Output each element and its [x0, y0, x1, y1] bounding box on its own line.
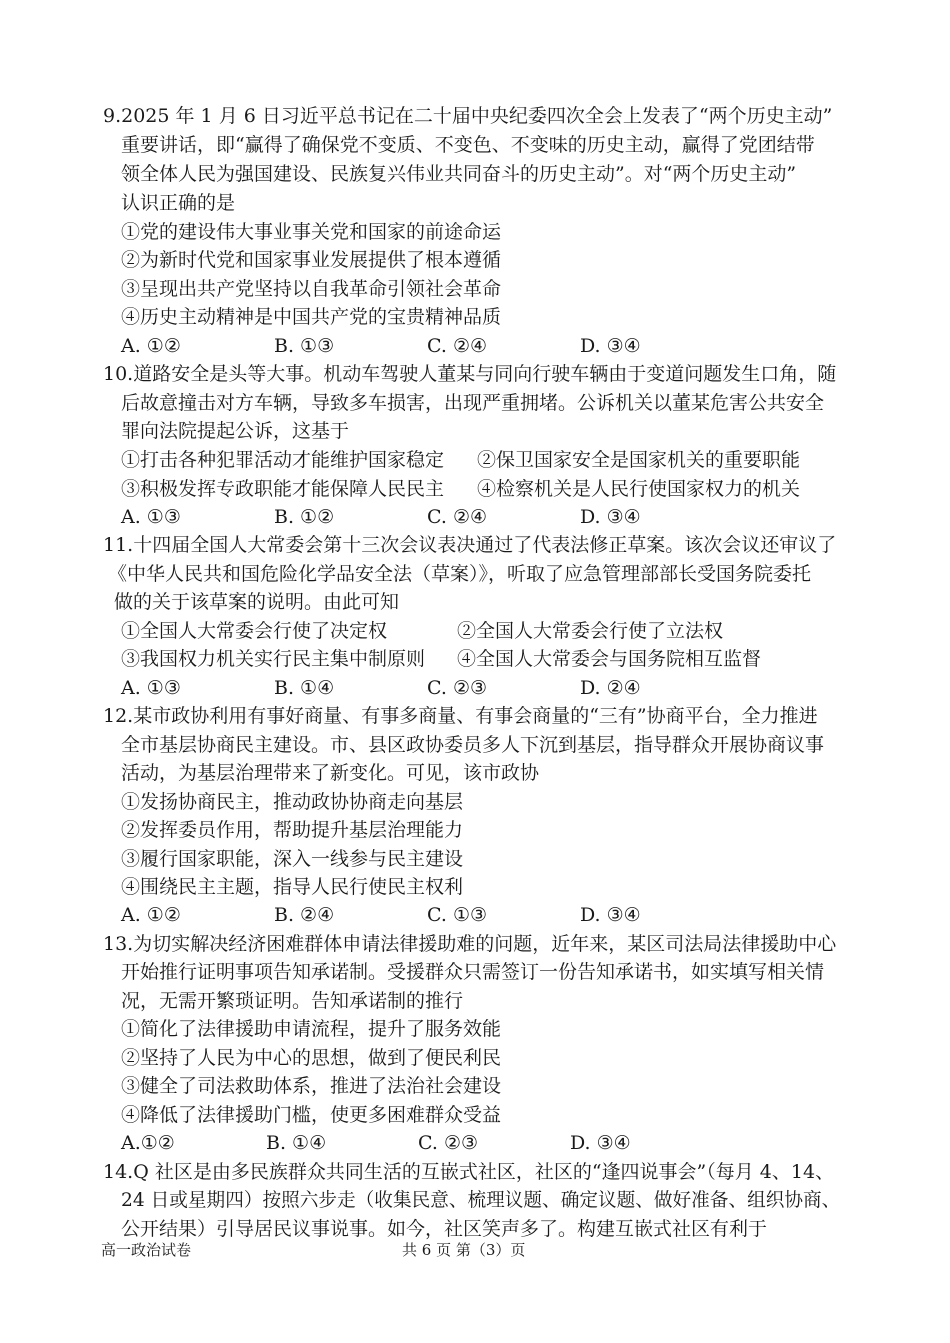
q13-statement-1: ①简化了法律援助申请流程，提升了服务效能 [121, 1018, 502, 1040]
q12-option-d: D. ③④ [580, 904, 641, 926]
q12-stem-line-3: 活动，为基层治理带来了新变化。可见，该市政协 [121, 762, 540, 784]
q9-stem-line-2: 重要讲话，即“赢得了确保党不变质、不变色、不变味的历史主动，赢得了党团结带 [121, 134, 815, 156]
q12-stem-line-1: 12.某市政协利用有事好商量、有事多商量、有事会商量的“三有”协商平台，全力推进 [103, 705, 818, 727]
q11-statement-3: ③我国权力机关实行民主集中制原则 [121, 648, 426, 670]
q9-stem-line-1: 9.2025 年 1 月 6 日习近平总书记在二十届中央纪委四次全会上发表了“两个历史主动” [103, 105, 833, 127]
q13-stem-line-1: 13.为切实解决经济困难群体申请法律援助难的问题，近年来，某区司法局法律援助中心 [103, 933, 837, 955]
q11-option-a: A. ①③ [121, 677, 181, 699]
q9-statement-1: ①党的建设伟大事业事关党和国家的前途命运 [121, 221, 502, 243]
q10-option-a: A. ①③ [121, 506, 181, 528]
q10-stem-line-2: 后故意撞击对方车辆，导致多车损害，出现严重拥堵。公诉机关以董某危害公共安全 [121, 392, 825, 414]
q11-option-c: C. ②③ [427, 677, 488, 699]
q13-statement-4: ④降低了法律援助门槛，使更多困难群众受益 [121, 1104, 502, 1126]
q9-option-c: C. ②④ [427, 335, 488, 357]
q13-stem-line-2: 开始推行证明事项告知承诺制。受援群众只需签订一份告知承诺书，如实填写相关情 [121, 961, 825, 983]
q12-statement-4: ④围绕民主主题，指导人民行使民主权利 [121, 876, 464, 898]
q13-statement-3: ③健全了司法救助体系，推进了法治社会建设 [121, 1075, 502, 1097]
q9-option-d: D. ③④ [580, 335, 641, 357]
q9-statement-4: ④历史主动精神是中国共产党的宝贵精神品质 [121, 306, 502, 328]
footer-page-number: 共 6 页 第（3）页 [402, 1241, 526, 1259]
q9-statement-3: ③呈现出共产党坚持以自我革命引领社会革命 [121, 278, 502, 300]
q11-statement-4: ④全国人大常委会与国务院相互监督 [457, 648, 762, 670]
q12-option-c: C. ①③ [427, 904, 488, 926]
q11-statement-2: ②全国人大常委会行使了立法权 [457, 620, 724, 642]
q10-option-c: C. ②④ [427, 506, 488, 528]
q14-stem-line-3: 公开结果）引导居民议事说事。如今，社区笑声多了。构建互嵌式社区有利于 [121, 1218, 768, 1240]
q11-stem-line-1: 11.十四届全国人大常委会第十三次会议表决通过了代表法修正草案。该次会议还审议了 [103, 534, 837, 556]
q10-option-b: B. ①② [274, 506, 335, 528]
q9-statement-2: ②为新时代党和国家事业发展提供了根本遵循 [121, 249, 502, 271]
q9-stem-line-4: 认识正确的是 [121, 192, 236, 214]
q10-statement-4: ④检察机关是人民行使国家权力的机关 [477, 478, 801, 500]
q9-stem-line-3: 领全体人民为强国建设、民族复兴伟业共同奋斗的历史主动”。对“两个历史主动” [121, 163, 797, 185]
q10-statement-1: ①打击各种犯罪活动才能维护国家稳定 [121, 449, 445, 471]
q12-statement-3: ③履行国家职能，深入一线参与民主建设 [121, 848, 464, 870]
q10-stem-line-3: 罪向法院提起公诉，这基于 [121, 420, 350, 442]
q12-stem-line-2: 全市基层协商民主建设。市、县区政协委员多人下沉到基层，指导群众开展协商议事 [121, 734, 825, 756]
q11-option-b: B. ①④ [274, 677, 335, 699]
q13-option-b: B. ①④ [266, 1132, 327, 1154]
q12-option-b: B. ②④ [274, 904, 335, 926]
q12-option-a: A. ①② [121, 904, 181, 926]
q10-option-d: D. ③④ [580, 506, 641, 528]
q10-statement-3: ③积极发挥专政职能才能保障人民民主 [121, 478, 445, 500]
q11-statement-1: ①全国人大常委会行使了决定权 [121, 620, 388, 642]
q13-option-a: A.①② [121, 1132, 175, 1154]
q12-statement-2: ②发挥委员作用，帮助提升基层治理能力 [121, 819, 464, 841]
footer-exam-title: 高一政治试卷 [101, 1241, 192, 1259]
q10-stem-line-1: 10.道路安全是头等大事。机动车驾驶人董某与同向行驶车辆由于变道问题发生口角，随 [103, 363, 837, 385]
q9-option-a: A. ①② [121, 335, 181, 357]
q13-statement-2: ②坚持了人民为中心的思想，做到了便民利民 [121, 1047, 502, 1069]
q13-option-d: D. ③④ [570, 1132, 631, 1154]
q11-option-d: D. ②④ [580, 677, 641, 699]
q14-stem-line-1: 14.Q 社区是由多民族群众共同生活的互嵌式社区，社区的“逢四说事会”（每月 4、14、 [103, 1161, 835, 1183]
q13-stem-line-3: 况，无需开繁琐证明。告知承诺制的推行 [121, 990, 464, 1012]
q9-option-b: B. ①③ [274, 335, 335, 357]
q11-stem-line-2: 《中华人民共和国危险化学品安全法（草案）》，听取了应急管理部部长受国务院委托 [108, 563, 812, 585]
q11-stem-line-3: 做的关于该草案的说明。由此可知 [114, 591, 400, 613]
q12-statement-1: ①发扬协商民主，推动政协协商走向基层 [121, 791, 464, 813]
q10-statement-2: ②保卫国家安全是国家机关的重要职能 [477, 449, 801, 471]
q14-stem-line-2: 24 日或星期四）按照六步走（收集民意、梳理议题、确定议题、做好准备、组织协商、 [121, 1189, 841, 1211]
q13-option-c: C. ②③ [418, 1132, 479, 1154]
